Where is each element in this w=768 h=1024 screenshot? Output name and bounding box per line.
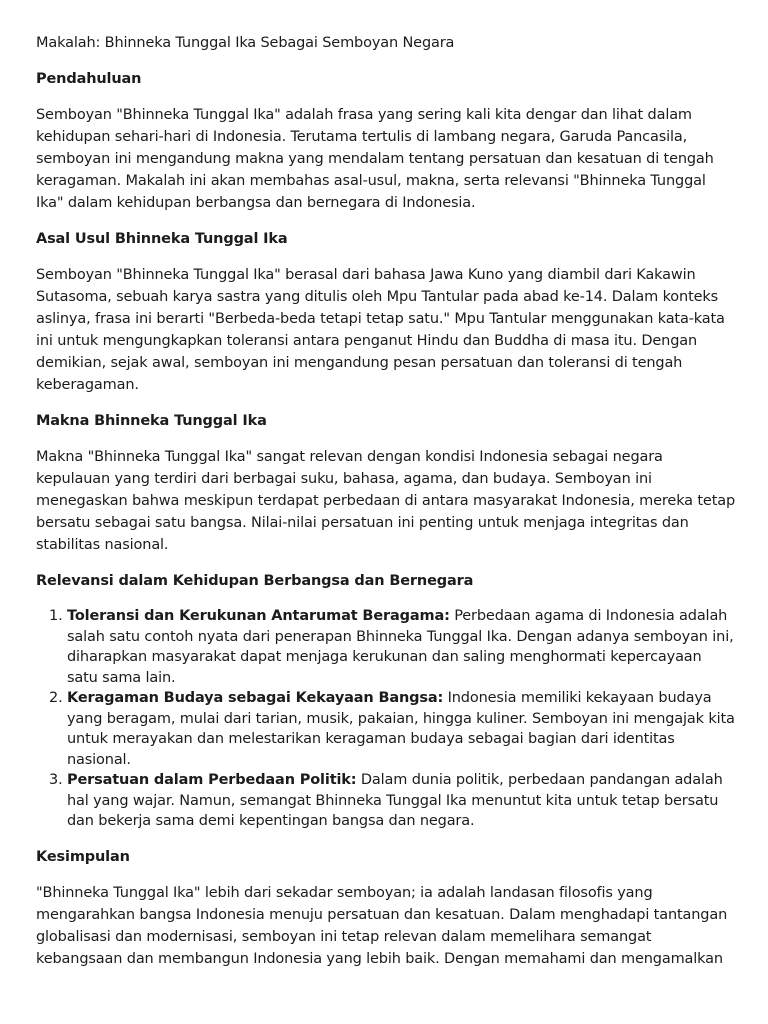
list-item-title: Keragaman Budaya sebagai Kekayaan Bangsa: [67,690,444,706]
document-page [36,32,736,984]
section-heading-asal-usul: Asal Usul Bhinneka Tunggal Ika [36,231,288,247]
list-item [67,688,736,770]
section-body-asal-usul: Semboyan "Bhinneka Tunggal Ika" berasal dari bahasa Jawa Kuno yang diambil dari Kakawin Sutasoma, sebuah karya sastra yang ditulis oleh Mpu Tantular pada abad ke-14. Dalam konteks aslinya, frasa ini berarti "Berbeda-beda tetapi tetap satu." Mpu Tantular menggunakan kata-kata ini untuk mengungkapkan toleransi antara penganut Hindu dan Buddha di masa itu. Dengan demikian, sejak awal, semboyan ini mengandung pesan persatuan dan toleransi di tengah keberagaman. [36,267,725,393]
list-item [67,606,736,688]
list-item-text: Dalam dunia politik, perbedaan pandangan adalah hal yang wajar. Namun, semangat Bhinneka Tunggal Ika menuntut kita untuk tetap bersatu dan bekerja sama demi kepentingan bangsa dan negara. [67,772,723,829]
section-body-makna: Makna "Bhinneka Tunggal Ika" sangat relevan dengan kondisi Indonesia sebagai negara kepulauan yang terdiri dari berbagai suku, bahasa, agama, dan budaya. Semboyan ini menegaskan bahwa meskipun terdapat perbedaan di antara masyarakat Indonesia, mereka tetap bersatu sebagai satu bangsa. Nilai-nilai persatuan ini penting untuk menjaga integritas dan stabilitas nasional. [36,449,736,553]
list-item-text: Perbedaan agama di Indonesia adalah salah satu contoh nyata dari penerapan Bhinneka Tunggal Ika. Dengan adanya semboyan ini, diharapkan masyarakat dapat menjaga kerukunan dan saling menghormati kepercayaan satu sama lain. [67,608,734,686]
section-heading-makna: Makna Bhinneka Tunggal Ika [36,413,267,429]
document-title: Makalah: Bhinneka Tunggal Ika Sebagai Semboyan Negara [36,35,455,51]
section-body-pendahuluan: Semboyan "Bhinneka Tunggal Ika" adalah frasa yang sering kali kita dengar dan lihat dalam kehidupan sehari-hari di Indonesia. Terutama tertulis di lambang negara, Garuda Pancasila, semboyan ini mengandung makna yang mendalam tentang persatuan dan kesatuan di tengah keragaman. Makalah ini akan membahas asal-usul, makna, serta relevansi "Bhinneka Tunggal Ika" dalam kehidupan berbangsa dan bernegara di Indonesia. [36,107,714,211]
section-body-kesimpulan: "Bhinneka Tunggal Ika" lebih dari sekadar semboyan; ia adalah landasan filosofis yang mengarahkan bangsa Indonesia menuju persatuan dan kesatuan. Dalam menghadapi tantangan globalisasi dan modernisasi, semboyan ini tetap relevan dalam memelihara semangat kebangsaan dan membangun Indonesia yang lebih baik. Dengan memahami dan mengamalkan [36,884,728,967]
section-heading-kesimpulan: Kesimpulan [36,848,130,865]
relevance-list [36,606,736,832]
section-heading-pendahuluan: Pendahuluan [36,71,142,87]
list-item-title: Toleransi dan Kerukunan Antarumat Beragama: [67,608,450,624]
list-item [67,770,736,832]
section-heading-relevansi: Relevansi dalam Kehidupan Berbangsa dan Bernegara [36,573,474,589]
list-item-text: Indonesia memiliki kekayaan budaya yang beragam, mulai dari tarian, musik, pakaian, hingga kuliner. Semboyan ini mengajak kita untuk merayakan dan melestarikan keragaman budaya sebagai bagian dari identitas nasional. [67,690,735,768]
list-item-title: Persatuan dalam Perbedaan Politik: [67,772,357,788]
